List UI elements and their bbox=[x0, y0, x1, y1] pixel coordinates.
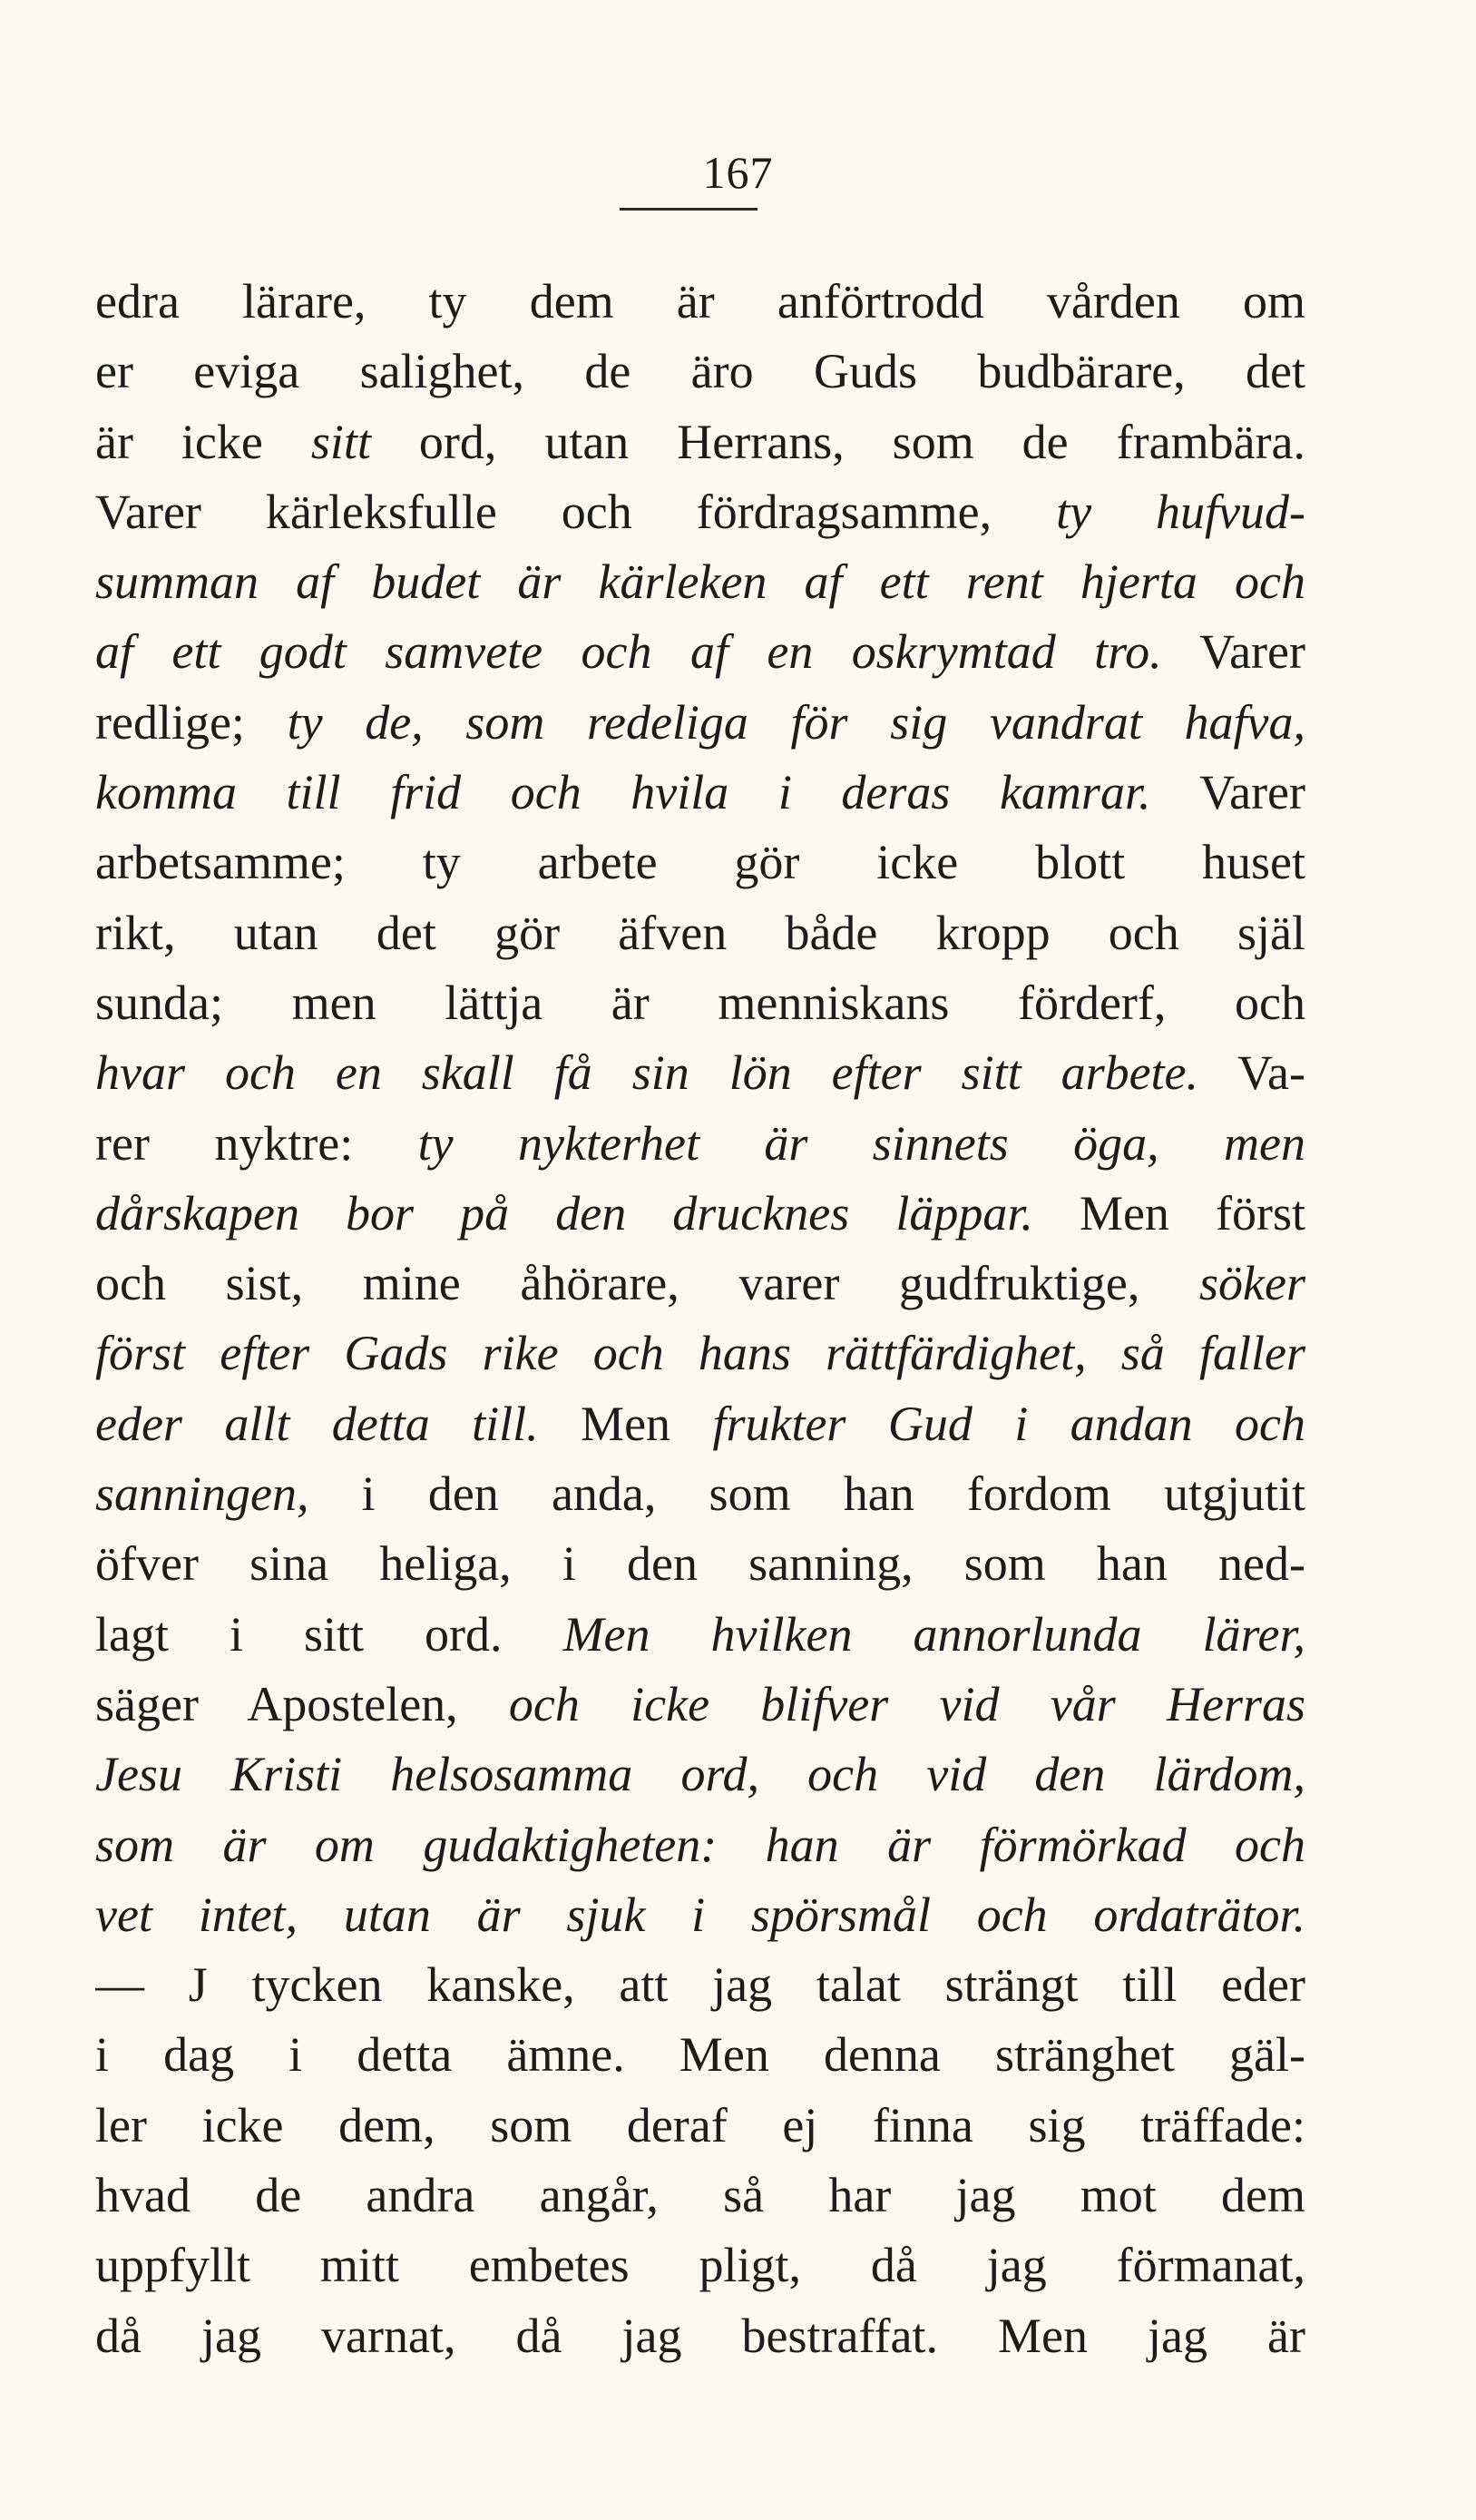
text-line bbox=[95, 1600, 1305, 1670]
text-line bbox=[95, 828, 1305, 897]
text-segment: edra lärare, ty dem är anförtrodd vården om bbox=[95, 274, 1305, 328]
text-segment: i dag i detta ämne. Men denna stränghet gäl- bbox=[95, 2027, 1305, 2083]
text-segment: då jag varnat, då jag bestraffat. Men jag är bbox=[95, 2308, 1305, 2363]
italic-segment: ty nykterhet är sinnets öga, men bbox=[417, 1115, 1305, 1171]
text-line bbox=[95, 1670, 1305, 1740]
text-segment: rikt, utan det gör äfven både kropp och själ bbox=[95, 905, 1305, 960]
italic-segment: eder allt detta till. bbox=[95, 1396, 539, 1451]
italic-segment: summan af budet är kärleken af ett rent hjerta och bbox=[95, 554, 1305, 610]
text-line bbox=[95, 1740, 1305, 1809]
text-line bbox=[95, 898, 1305, 968]
text-line bbox=[95, 407, 1305, 477]
text-line bbox=[95, 1249, 1305, 1319]
italic-segment: vet intet, utan är sjuk i spörsmål och ordaträtor. bbox=[95, 1887, 1305, 1942]
text-line bbox=[95, 2301, 1305, 2371]
text-line bbox=[95, 758, 1305, 828]
text-segment: Varer bbox=[1161, 624, 1305, 680]
text-segment: — J tycken kanske, att jag talat strängt till eder bbox=[95, 1957, 1305, 2013]
italic-segment: komma till frid och hvila i deras kamrar. bbox=[95, 765, 1151, 820]
text-segment: rer nyktre: bbox=[95, 1115, 418, 1171]
text-segment: säger Apostelen, bbox=[95, 1676, 509, 1731]
header-rule bbox=[620, 208, 758, 211]
text-line bbox=[95, 267, 1305, 337]
text-line bbox=[95, 688, 1305, 758]
text-segment: ord, utan Herrans, som de frambära. bbox=[370, 414, 1305, 469]
text-segment: och sist, mine åhörare, varer gudfruktige, bbox=[95, 1256, 1200, 1311]
text-line bbox=[95, 2091, 1305, 2161]
italic-segment: hvar och en skall få sin lön efter sitt arbete. bbox=[95, 1045, 1199, 1101]
text-line bbox=[95, 1319, 1305, 1388]
text-segment: är icke bbox=[95, 414, 311, 469]
text-line bbox=[95, 547, 1305, 617]
text-line bbox=[95, 1810, 1305, 1880]
text-segment: Men först bbox=[1032, 1185, 1305, 1240]
text-segment: er eviga salighet, de äro Guds budbärare, det bbox=[95, 344, 1305, 399]
italic-segment: af ett godt samvete och af en oskrymtad tro. bbox=[95, 624, 1162, 680]
italic-segment: som är om gudaktigheten: han är förmörkad och bbox=[95, 1817, 1305, 1872]
text-line bbox=[95, 2020, 1305, 2090]
text-line bbox=[95, 1179, 1305, 1249]
text-segment: Men bbox=[538, 1396, 713, 1451]
text-segment: Varer bbox=[1150, 765, 1305, 820]
text-line bbox=[95, 337, 1305, 407]
italic-segment: först efter Gads rike och hans rättfärdighet, så faller bbox=[95, 1326, 1305, 1381]
text-line bbox=[95, 1950, 1305, 2020]
italic-segment: Men hvilken annorlunda lärer, bbox=[562, 1606, 1305, 1662]
text-line bbox=[95, 617, 1305, 687]
italic-segment: ty de, som redeliga för sig vandrat hafva, bbox=[287, 694, 1305, 750]
text-line bbox=[95, 477, 1305, 547]
text-line bbox=[95, 1038, 1305, 1108]
text-segment: ler icke dem, som deraf ej finna sig träffade: bbox=[95, 2097, 1305, 2152]
text-segment: Varer kärleksfulle och fördragsamme, bbox=[95, 484, 1057, 539]
text-segment: sunda; men lättja är menniskans förderf, och bbox=[95, 975, 1305, 1030]
italic-segment: ty hufvud- bbox=[1056, 484, 1305, 539]
text-line bbox=[95, 1880, 1305, 1950]
text-segment: uppfyllt mitt embetes pligt, då jag förmanat, bbox=[95, 2238, 1305, 2293]
text-segment: arbetsamme; ty arbete gör icke blott huset bbox=[95, 835, 1305, 890]
text-line bbox=[95, 1109, 1305, 1179]
text-segment: Va- bbox=[1198, 1045, 1305, 1101]
text-line bbox=[95, 2231, 1305, 2300]
text-segment: öfver sina heliga, i den sanning, som han ned- bbox=[95, 1536, 1305, 1592]
italic-segment: sanningen, bbox=[95, 1466, 309, 1522]
italic-segment: och icke blifver vid vår Herras bbox=[508, 1676, 1305, 1731]
body-text bbox=[95, 267, 1305, 2371]
italic-segment: dårskapen bor på den drucknes läppar. bbox=[95, 1185, 1033, 1240]
italic-segment: frukter Gud i andan och bbox=[712, 1396, 1305, 1451]
text-line bbox=[95, 968, 1305, 1038]
italic-segment: söker bbox=[1199, 1256, 1305, 1311]
text-line bbox=[95, 1389, 1305, 1459]
text-segment: i den anda, som han fordom utgjutit bbox=[308, 1466, 1305, 1522]
text-segment: hvad de andra angår, så har jag mot dem bbox=[95, 2168, 1305, 2223]
italic-segment: sitt bbox=[310, 414, 371, 469]
text-line bbox=[95, 1529, 1305, 1599]
text-segment: lagt i sitt ord. bbox=[95, 1606, 563, 1662]
text-line bbox=[95, 1459, 1305, 1529]
text-line bbox=[95, 2161, 1305, 2231]
italic-segment: Jesu Kristi helsosamma ord, och vid den lärdom, bbox=[95, 1747, 1305, 1802]
page-number: 167 bbox=[702, 147, 774, 198]
text-segment: redlige; bbox=[95, 694, 288, 750]
